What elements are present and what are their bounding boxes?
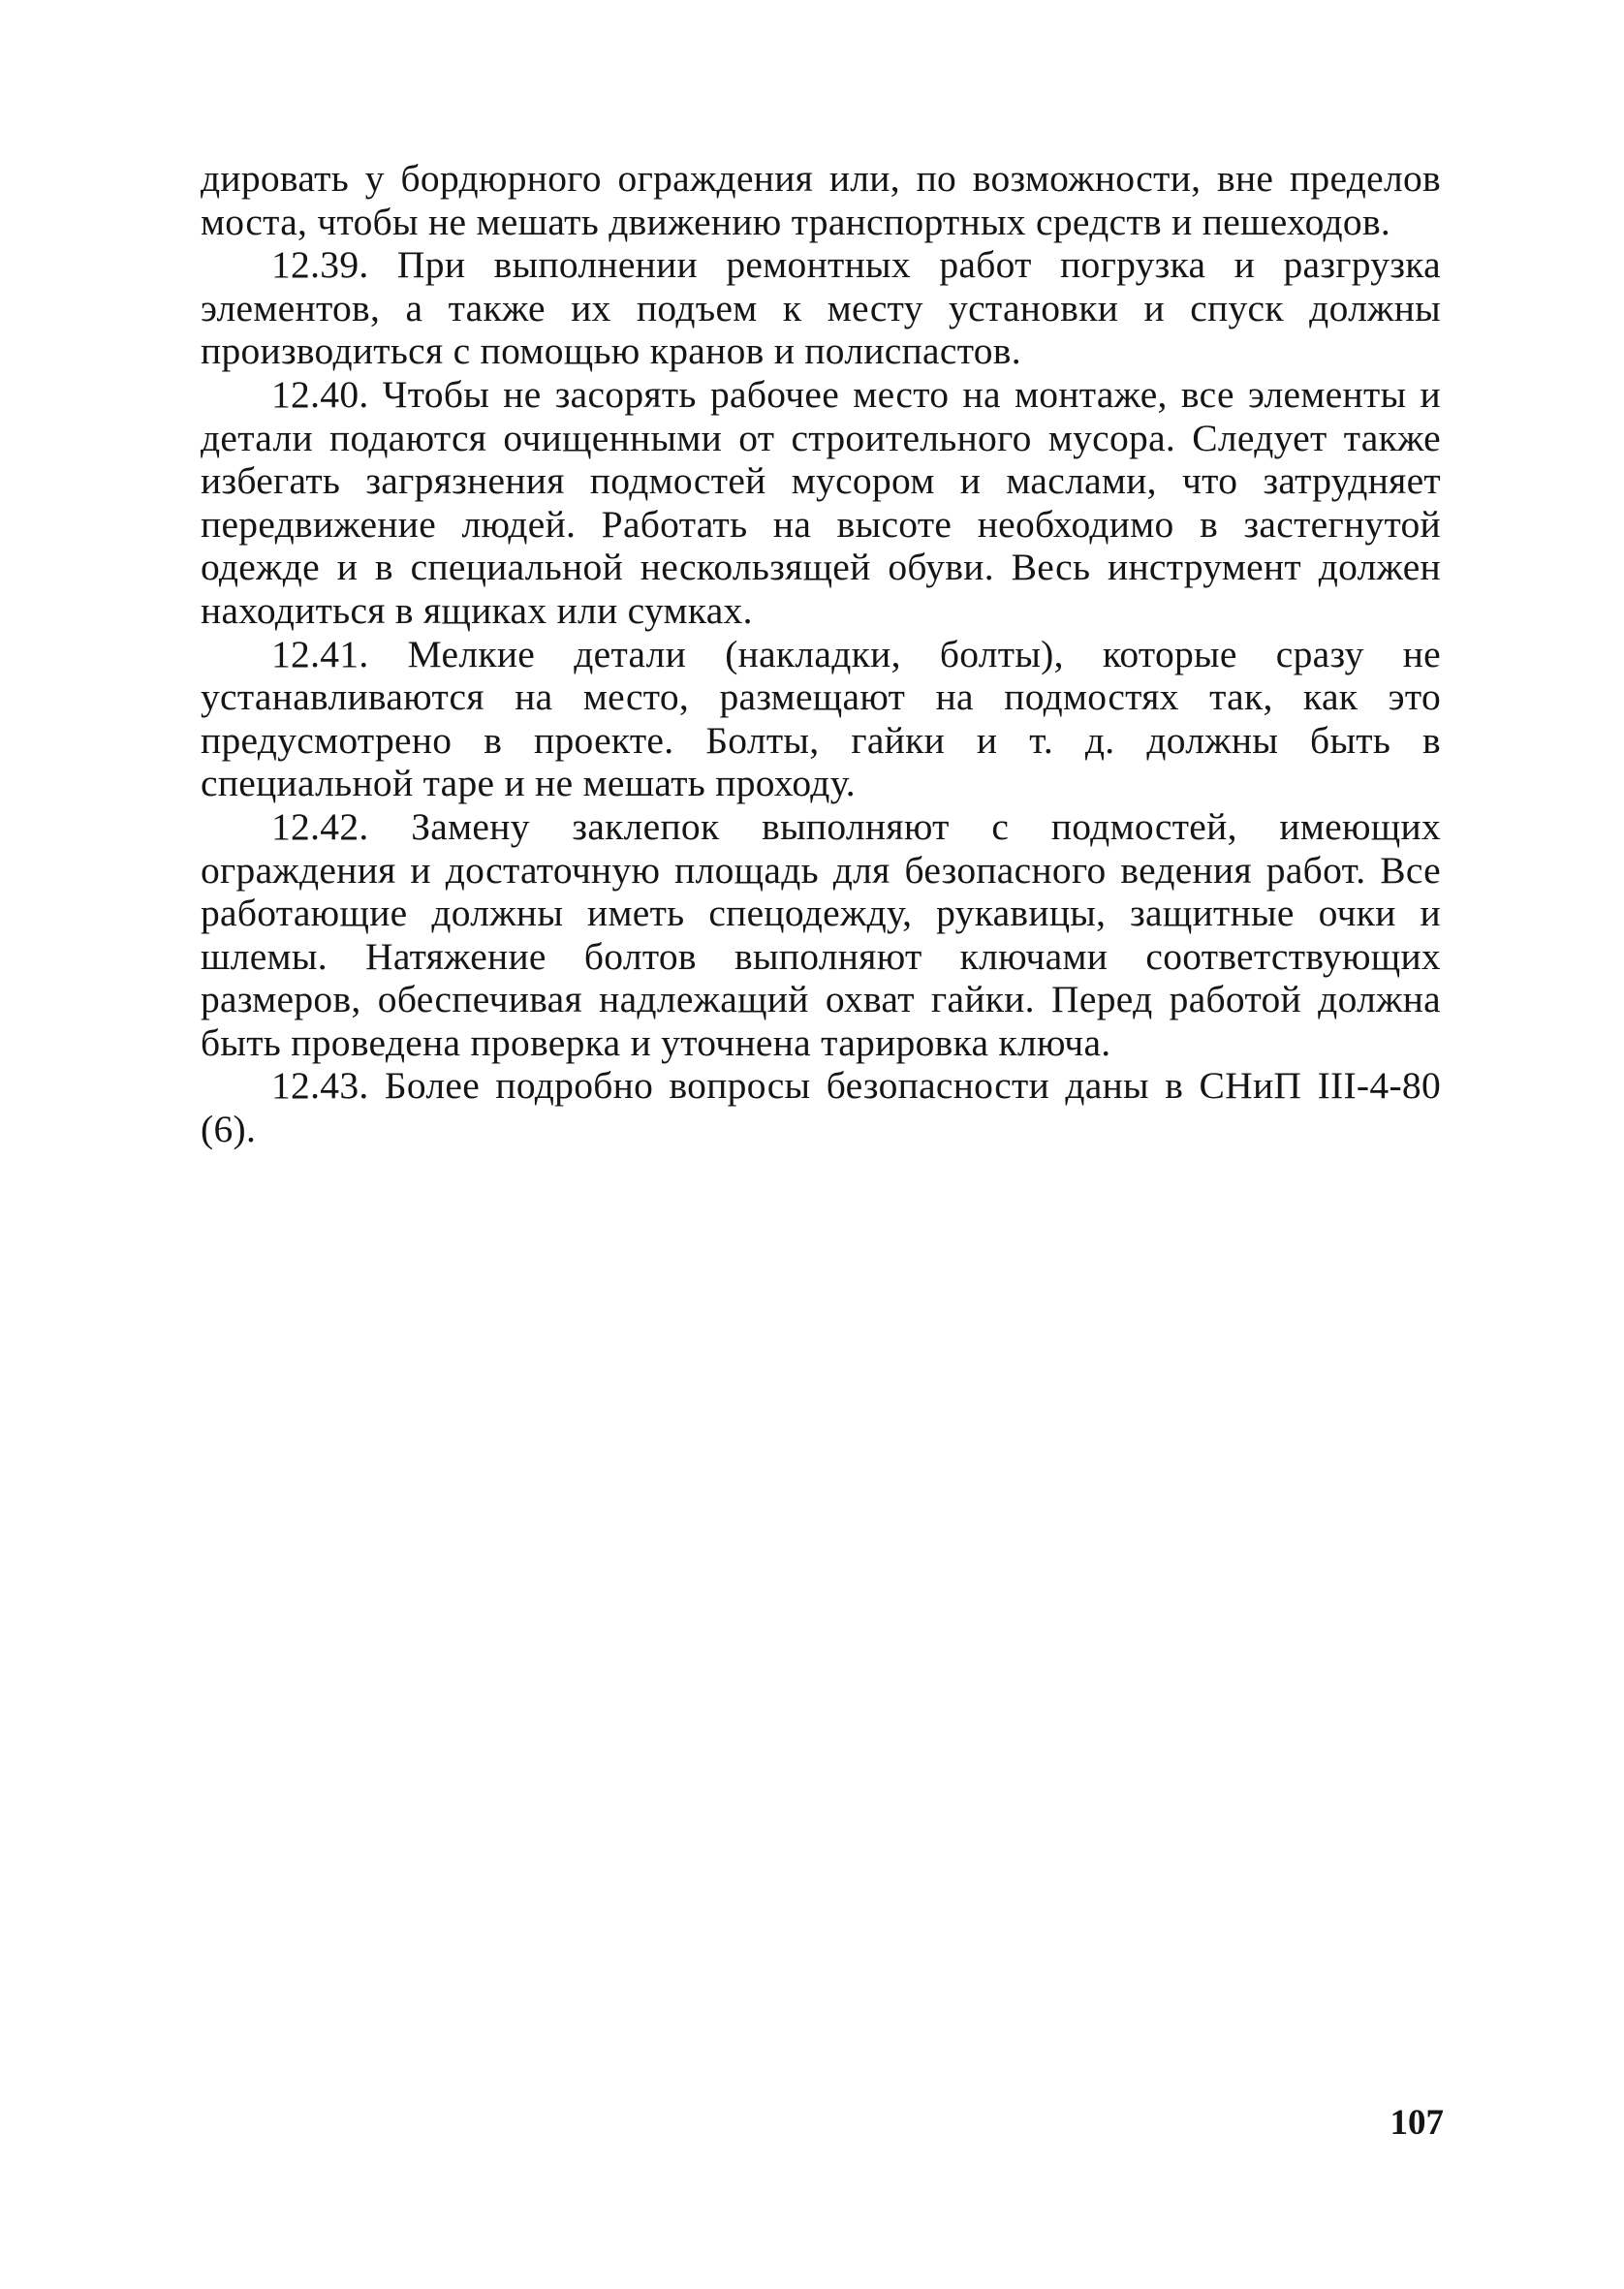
paragraph-12-41: 12.41. Мелкие детали (накладки, болты), которые сразу не устанавливаются на место, размещают на подмостях так, как это предусмотрено в проекте. Болты, гайки и т. д. должны быть в специальной таре и не мешать проходу. xyxy=(201,632,1441,805)
paragraph-12-40: 12.40. Чтобы не засорять рабочее место на монтаже, все элементы и детали подаются очищенными от строительного мусора. Следует также избегать загрязнения подмостей мусором и маслами, что затрудняет передвижение людей. Работать на высоте необходимо в застегнутой одежде и в специальной нескользящей обуви. Весь инструмент должен находиться в ящиках или сумках. xyxy=(201,372,1441,632)
body-text xyxy=(201,157,1441,1151)
paragraph-continuation: дировать у бордюрного ограждения или, по возможности, вне пределов моста, чтобы не мешать движению транспортных средств и пешеходов. xyxy=(201,157,1441,243)
page-number: 107 xyxy=(1390,2103,1444,2143)
paragraph-12-43: 12.43. Более подробно вопросы безопасности даны в СНиП III-4-80 (6). xyxy=(201,1064,1441,1151)
paragraph-12-42: 12.42. Замену заклепок выполняют с подмостей, имеющих ограждения и достаточную площадь для безопасного ведения работ. Все работающие должны иметь спецодежду, рукавицы, защитные очки и шлемы. Натяжение болтов выполняют ключами соответствующих размеров, обеспечивая надлежащий охват гайки. Перед работой должна быть проведена проверка и уточнена тарировка ключа. xyxy=(201,804,1441,1064)
paragraph-12-39: 12.39. При выполнении ремонтных работ погрузка и разгрузка элементов, а также их подъем к месту установки и спуск должны производиться с помощью кранов и полиспастов. xyxy=(201,243,1441,373)
